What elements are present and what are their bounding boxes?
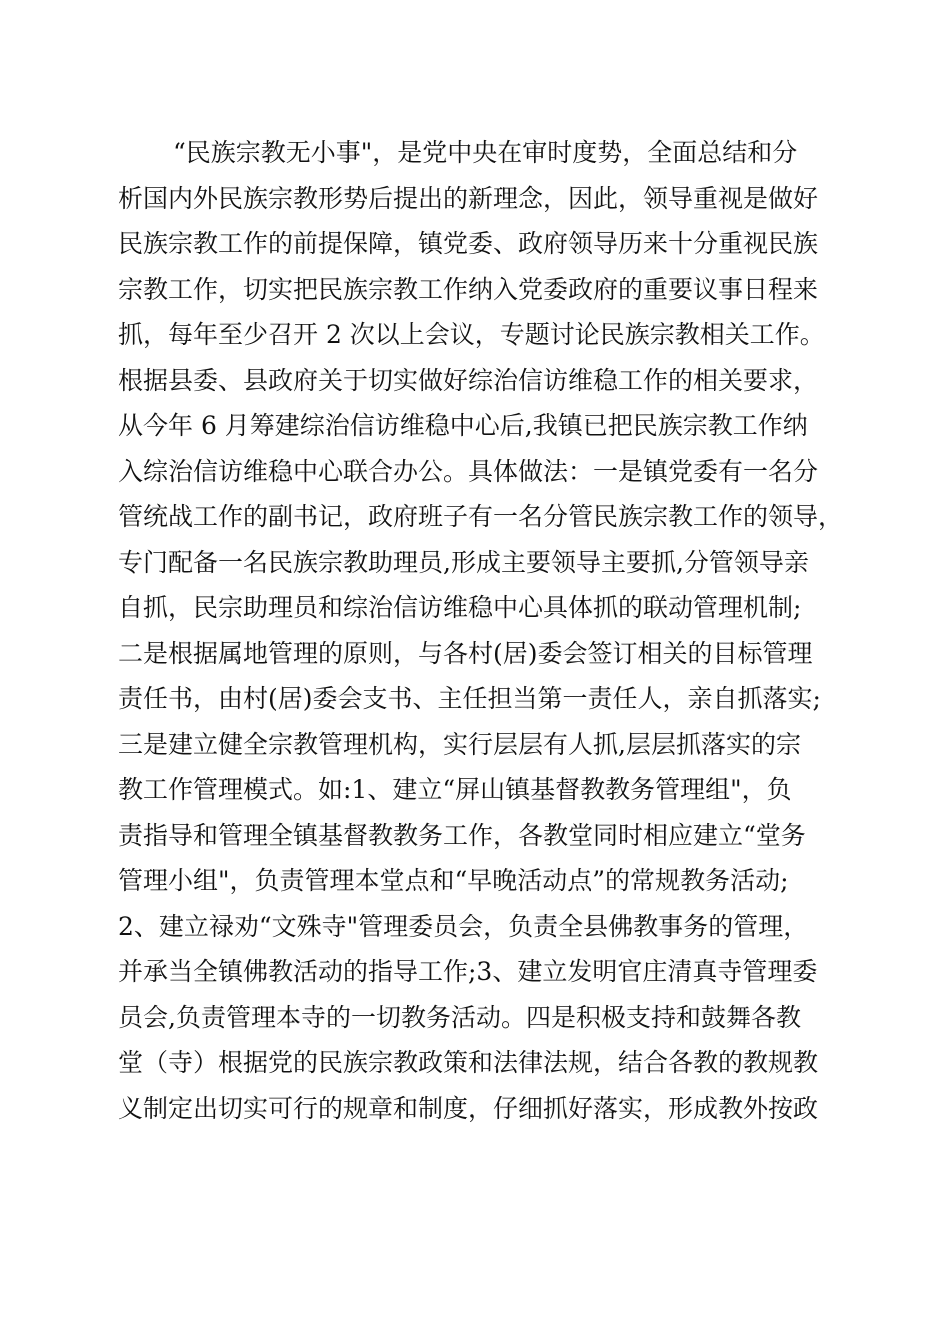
paragraph-line: 析国内外民族宗教形势后提出的新理念，因此，领导重视是做好 xyxy=(118,183,819,213)
paragraph-line: 民族宗教工作的前提保障，镇党委、政府领导历来十分重视民族 xyxy=(118,229,819,258)
paragraph-line: 教工作管理模式。如:1、建立“屏山镇基督教教务管理组"，负 xyxy=(118,775,792,804)
paragraph-line: 根据县委、县政府关于切实做好综治信访维稳工作的相关要求， xyxy=(118,365,819,395)
paragraph-line: 2、建立禄劝“文殊寺"管理委员会，负责全县佛教事务的管理， xyxy=(118,911,809,941)
paragraph-line: 自抓，民宗助理员和综治信访维稳中心具体抓的联动管理机制; xyxy=(118,593,802,622)
body-paragraph xyxy=(118,130,848,1131)
paragraph-line: 责任书，由村(居)委会支书、主任担当第一责任人，亲自抓落实; xyxy=(118,684,821,713)
paragraph-line: 义制定出切实可行的规章和制度，仔细抓好落实，形成教外按政 xyxy=(118,1093,819,1123)
paragraph-line: 并承当全镇佛教活动的指导工作;3、建立发明官庄清真寺管理委 xyxy=(118,957,818,986)
paragraph-line: “民族宗教无小事"，是党中央在审时度势，全面总结和分 xyxy=(173,138,798,167)
paragraph-line: 宗教工作，切实把民族宗教工作纳入党委政府的重要议事日程来 xyxy=(118,274,819,304)
paragraph-line: 管理小组"，负责管理本堂点和“早晚活动点”的常规教务活动; xyxy=(118,866,789,895)
paragraph-line: 管统战工作的副书记，政府班子有一名分管民族宗教工作的领导， xyxy=(118,502,844,531)
paragraph-line: 入综治信访维稳中心联合办公。具体做法：一是镇党委有一名分 xyxy=(118,456,819,486)
paragraph-line: 堂（寺）根据党的民族宗教政策和法律法规，结合各教的教规教 xyxy=(118,1048,819,1077)
paragraph-line: 三是建立健全宗教管理机构，实行层层有人抓,层层抓落实的宗 xyxy=(118,729,801,759)
paragraph-line: 专门配备一名民族宗教助理员,形成主要领导主要抓,分管领导亲 xyxy=(118,547,809,577)
paragraph-line: 抓，每年至少召开 2 次以上会议，专题讨论民族宗教相关工作。 xyxy=(118,320,825,349)
paragraph-line: 责指导和管理全镇基督教教务工作，各教堂同时相应建立“堂务 xyxy=(118,820,806,850)
paragraph-line: 员会,负责管理本寺的一切教务活动。四是积极支持和鼓舞各教 xyxy=(118,1002,801,1032)
paragraph-line: 从今年 6 月筹建综治信访维稳中心后,我镇已把民族宗教工作纳 xyxy=(118,411,808,440)
paragraph-line: 二是根据属地管理的原则，与各村(居)委会签订相关的目标管理 xyxy=(118,638,813,668)
